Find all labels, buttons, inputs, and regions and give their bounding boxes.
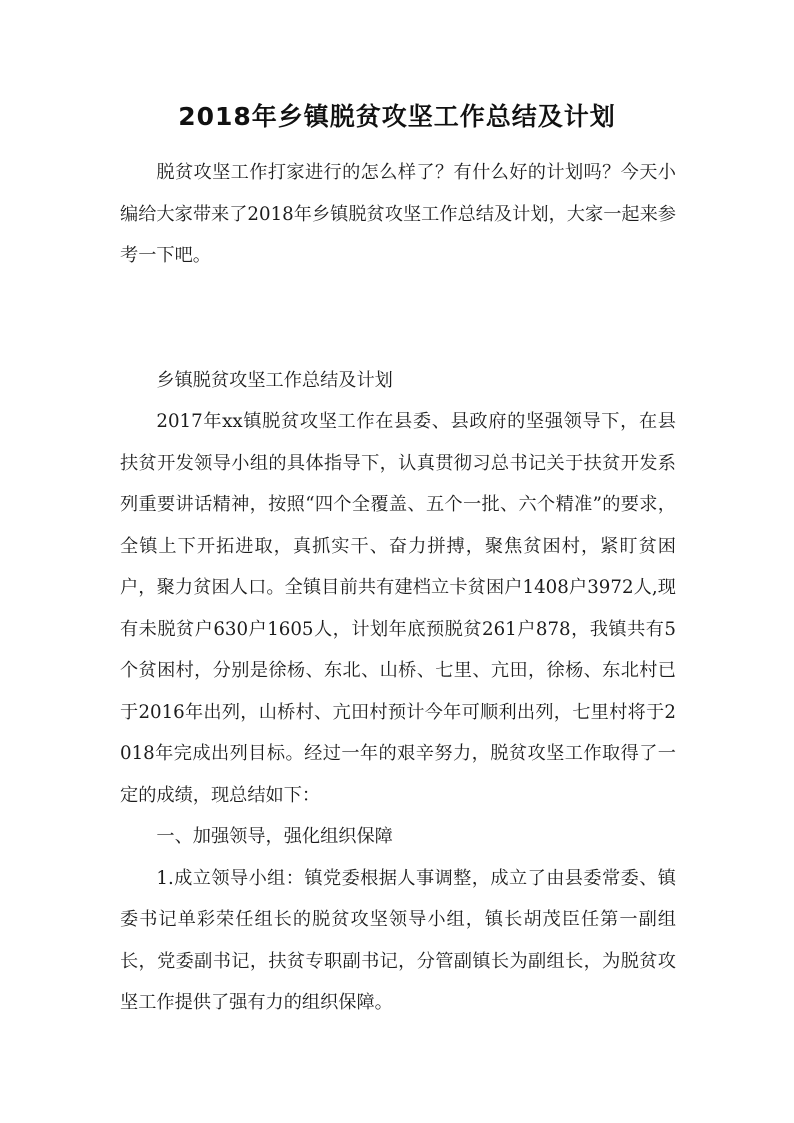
leadership-paragraph: 1.成立领导小组：镇党委根据人事调整，成立了由县委常委、镇委书记单彩荣任组长的脱贫攻坚领导小组，镇长胡茂臣任第一副组长，党委副书记，扶贫专职副书记，分管副镇长为副组长，为脱贫攻坚工作提供了强有力的组织保障。 <box>120 867 676 1013</box>
blank-line <box>120 277 676 319</box>
blank-line <box>120 318 676 360</box>
section-heading-1: 一、加强领导，强化组织保障 <box>156 826 393 847</box>
section-title: 乡镇脱贫攻坚工作总结及计划 <box>156 369 393 391</box>
summary-paragraph: 2017年xx镇脱贫攻坚工作在县委、县政府的坚强领导下，在县扶贫开发领导小组的具体指导下，认真贯彻习总书记关于扶贫开发系列重要讲话精神，按照“四个全覆盖、五个一批、六个精准”的要求，全镇上下开拓进取，真抓实干、奋力拼搏，聚焦贫困村，紧盯贫困户，聚力贫困人口。全镇目前共有建档立卡贫困户1408户3972人,现有未脱贫户630户1605人，计划年底预脱贫261户878，我镇共有5个贫困村，分别是徐杨、东北、山桥、七里、亢田，徐杨、东北村已于2016年出列，山桥村、亢田村预计今年可顺利出列，七里村将于2018年完成出列目标。经过一年的艰辛努力，脱贫攻坚工作取得了一定的成绩，现总结如下： <box>120 411 676 806</box>
document-title: 2018年乡镇脱贫攻坚工作总结及计划 <box>178 102 616 131</box>
intro-paragraph: 脱贫攻坚工作打家进行的怎么样了？有什么好的计划吗？今天小编给大家带来了2018年乡镇脱贫攻坚工作总结及计划，大家一起来参考一下吧。 <box>120 162 676 266</box>
document-body <box>120 152 676 1024</box>
